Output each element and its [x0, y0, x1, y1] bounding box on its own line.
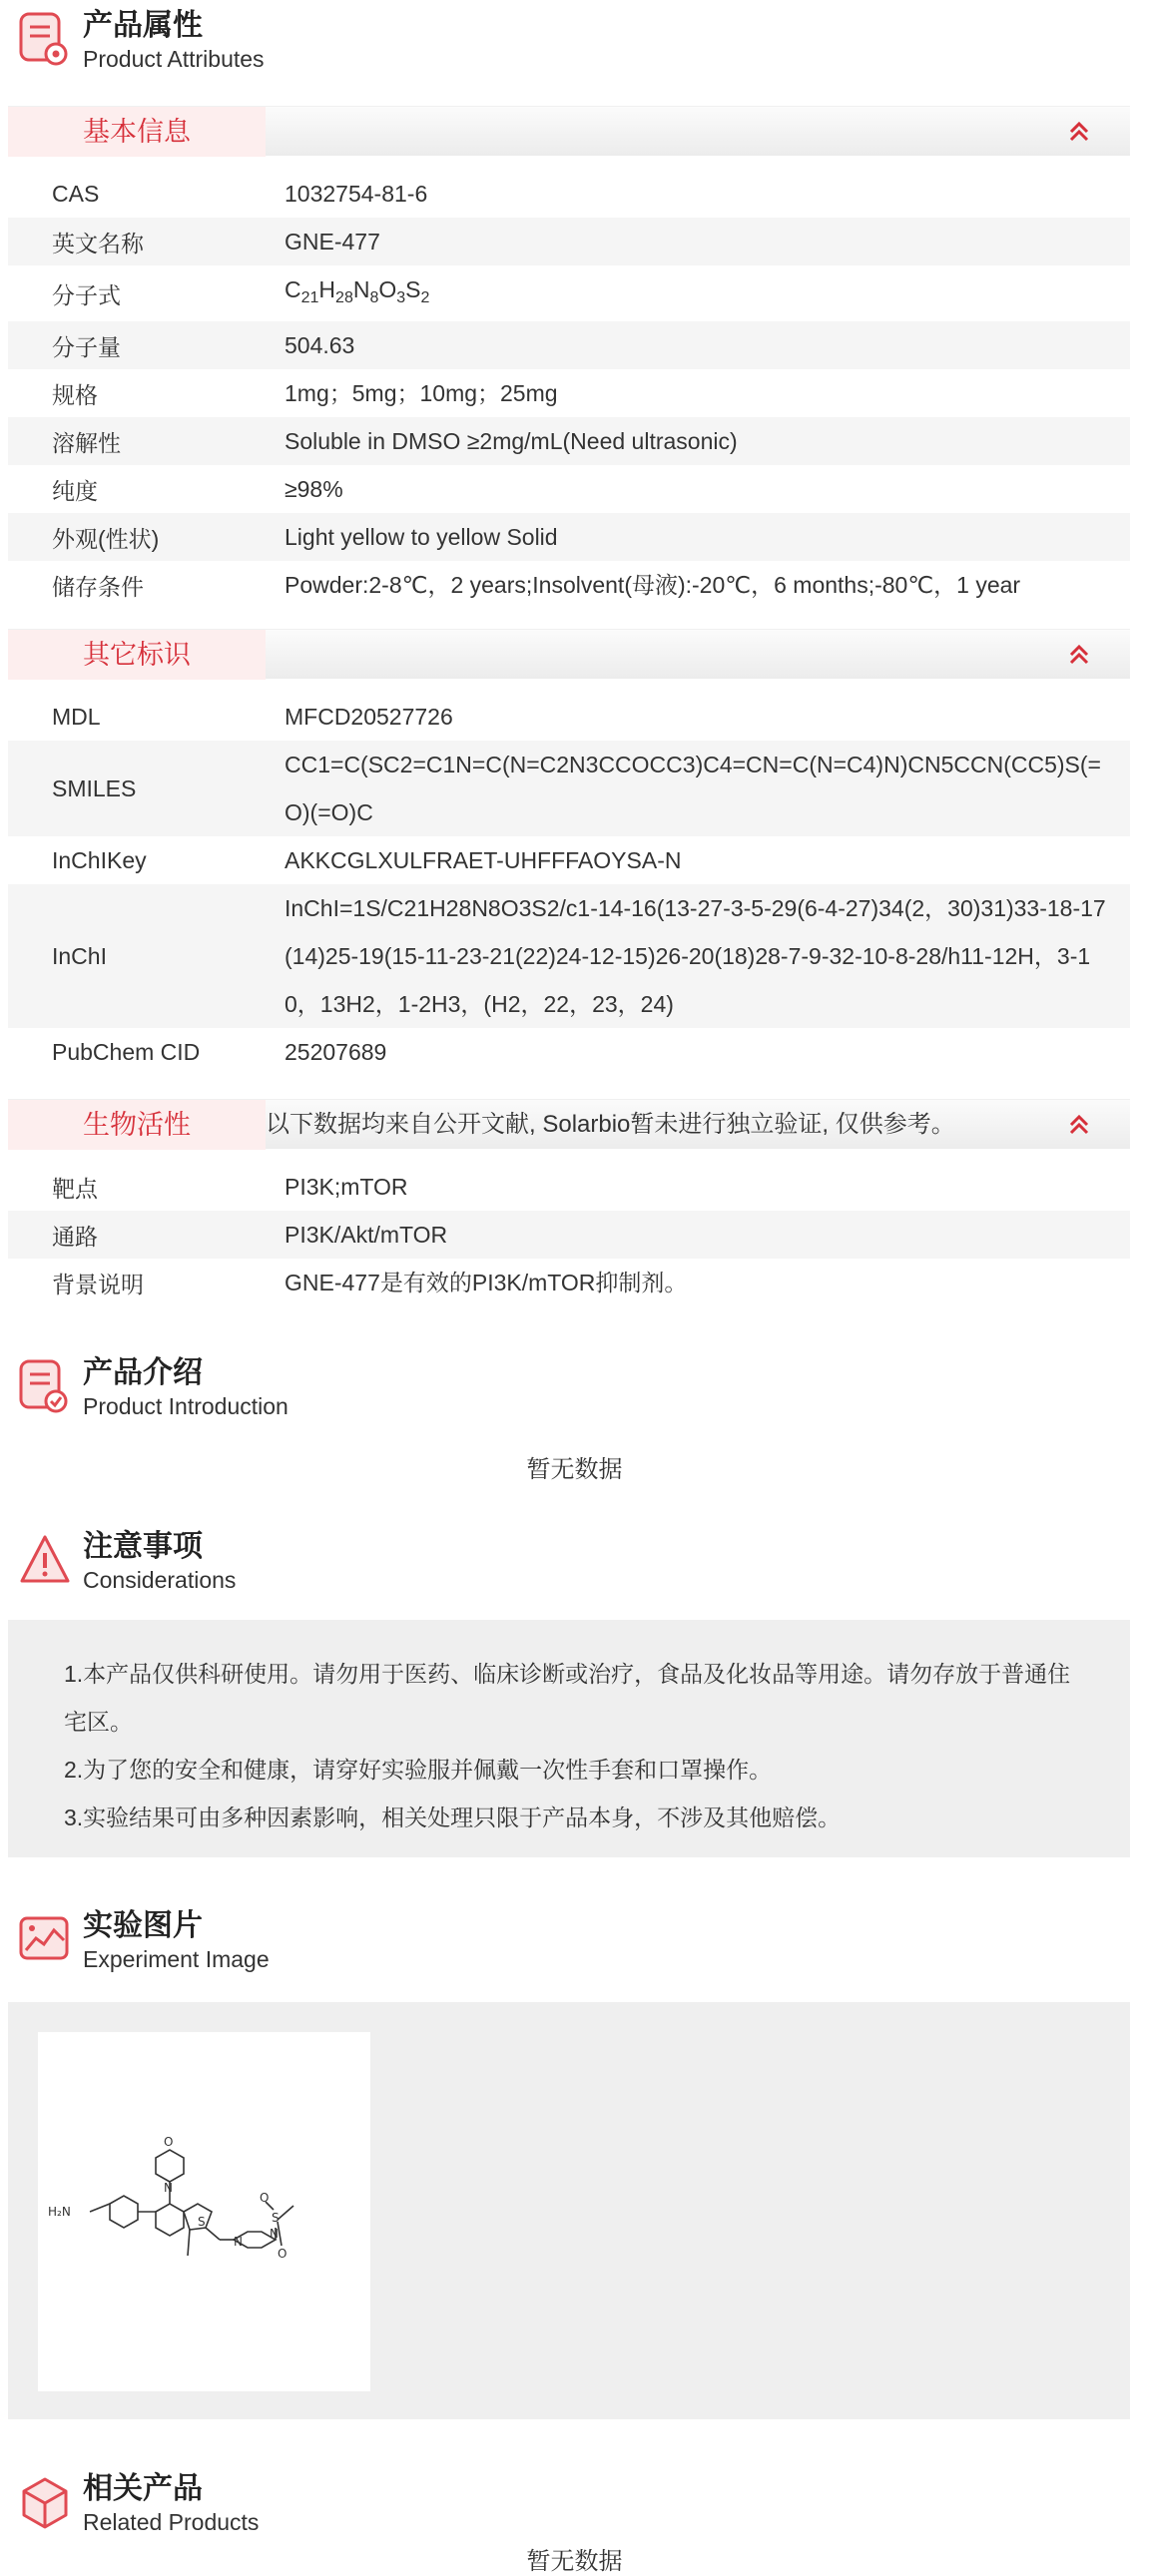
row-label: PubChem CID: [52, 1038, 201, 1065]
basic-info-tab-label: 基本信息: [83, 117, 191, 147]
row-label: 规格: [52, 381, 98, 408]
table-row: [8, 265, 1130, 321]
row-value: 1mg；5mg；10mg；25mg: [285, 380, 558, 406]
section-subtitle: Related Products: [83, 2509, 260, 2535]
collapse-chevron-icon[interactable]: [1066, 119, 1092, 145]
experiment-header: [0, 1908, 1149, 1988]
atom-label: S: [272, 2211, 280, 2225]
consideration-item: 2.为了您的安全和健康，请穿好实验服并佩戴一次性手套和口罩操作。: [64, 1757, 773, 1783]
section-title: 相关产品: [83, 2472, 203, 2505]
row-label: 储存条件: [52, 573, 144, 600]
image-chart-icon: [18, 1910, 72, 1970]
row-label: 靶点: [52, 1175, 98, 1202]
table-row: [8, 513, 1130, 561]
table-row: [8, 417, 1130, 465]
related-empty-text: 暂无数据: [526, 2548, 623, 2575]
experiment-image-panel: [8, 2002, 1130, 2419]
atom-label: S: [198, 2215, 206, 2229]
row-label: MDL: [52, 703, 101, 730]
document-check-icon: [18, 1357, 72, 1417]
introduction-header: [0, 1355, 1149, 1435]
row-label: 溶解性: [52, 429, 121, 456]
row-value: 1032754-81-6: [285, 181, 428, 207]
other-ids-tab: [8, 630, 266, 680]
basic-info-bar[interactable]: [8, 106, 1130, 156]
atom-label: O: [278, 2247, 287, 2261]
row-value: CC1=C(SC2=C1N=C(N=C2N3CCOCC3)C4=CN=C(N=C4)N)CN5CCN(CC5)S(=O)(=O)C: [285, 752, 1101, 825]
related-header: [0, 2471, 1149, 2551]
row-label: 外观(性状): [52, 525, 160, 552]
table-row: [8, 1211, 1130, 1259]
row-value: GNE-477是有效的PI3K/mTOR抑制剂。: [285, 1270, 688, 1295]
atom-label: N: [270, 2227, 279, 2241]
basic-info-tab: [8, 107, 266, 157]
table-row: [8, 1163, 1130, 1211]
table-row: [8, 741, 1130, 836]
row-value: ≥98%: [285, 476, 343, 502]
row-label: InChIKey: [52, 846, 147, 873]
row-value: PI3K;mTOR: [285, 1174, 408, 1200]
collapse-chevron-icon[interactable]: [1066, 1112, 1092, 1138]
row-value: InChI=1S/C21H28N8O3S2/c1-14-16(13-27-3-5-29(6-4-27)34(2，30)31)33-18-17(14)25-19(15-11-23-21(22)24-12-15)26-20(18)28-7-9-32-10-8-28/h11-12H，3-10，13H2，1-2H3，(H2，22，23，24): [285, 895, 1106, 1017]
row-label: CAS: [52, 180, 100, 207]
row-label: 英文名称: [52, 230, 144, 257]
atom-label: N: [164, 2181, 173, 2195]
cube-icon: [18, 2473, 72, 2533]
basic-info-table: [8, 170, 1130, 609]
table-row: [8, 1259, 1130, 1306]
bioactivity-disclaimer: 以下数据均来自公开文献, Solarbio暂未进行独立验证, 仅供参考。: [266, 1111, 955, 1138]
consideration-item: 1.本产品仅供科研使用。请勿用于医药、临床诊断或治疗，食品及化妆品等用途。请勿存放于普通住宅区。: [64, 1661, 1071, 1735]
table-row: [8, 561, 1130, 609]
collapse-chevron-icon[interactable]: [1066, 642, 1092, 668]
structure-image[interactable]: [38, 2032, 370, 2391]
table-row: [8, 836, 1130, 884]
atom-label: O: [260, 2191, 270, 2205]
row-label: 分子式: [52, 281, 121, 308]
table-row: [8, 884, 1130, 1028]
table-row: [8, 321, 1130, 369]
row-label: 背景说明: [52, 1271, 144, 1297]
attributes-header: [0, 8, 1149, 88]
atom-label: O: [164, 2135, 174, 2149]
other-ids-tab-label: 其它标识: [83, 640, 191, 670]
table-row: [8, 465, 1130, 513]
chemical-structure-drawing: [38, 2032, 370, 2391]
intro-empty-text: 暂无数据: [526, 1456, 623, 1483]
considerations-header: [0, 1529, 1149, 1609]
considerations-panel: [8, 1620, 1130, 1857]
row-label: 通路: [52, 1223, 98, 1250]
table-row: [8, 369, 1130, 417]
consideration-item: 3.实验结果可由多种因素影响，相关处理只限于产品本身，不涉及其他赔偿。: [64, 1804, 842, 1830]
table-row: [8, 218, 1130, 265]
table-row: [8, 1028, 1130, 1076]
bioactivity-bar[interactable]: [8, 1099, 1130, 1149]
table-row: [8, 170, 1130, 218]
row-value: GNE-477: [285, 229, 380, 255]
row-value: Soluble in DMSO ≥2mg/mL(Need ultrasonic): [285, 428, 738, 454]
row-value: 504.63: [285, 332, 355, 358]
other-ids-table: [8, 693, 1130, 1076]
row-label: InChI: [52, 942, 107, 969]
section-title: 实验图片: [83, 1909, 203, 1942]
row-value: Light yellow to yellow Solid: [285, 524, 558, 550]
row-value: Powder:2-8℃，2 years;Insolvent(母液):-20℃，6 months;-80℃，1 year: [285, 572, 1021, 598]
row-value: AKKCGLXULFRAET-UHFFFAOYSA-N: [285, 847, 682, 873]
row-value: PI3K/Akt/mTOR: [285, 1222, 448, 1248]
document-gear-icon: [18, 10, 72, 70]
section-subtitle: Product Introduction: [83, 1393, 288, 1419]
molecular-formula: $C_{21}H_{28}N_8O_3S_2$: [285, 275, 430, 306]
row-label: 分子量: [52, 333, 121, 360]
section-title: 注意事项: [83, 1530, 203, 1563]
section-title: 产品介绍: [83, 1356, 203, 1389]
bioactivity-tab: [8, 1100, 266, 1150]
table-row: [8, 693, 1130, 741]
row-label: SMILES: [52, 774, 137, 801]
other-ids-bar[interactable]: [8, 629, 1130, 679]
atom-label: H₂N: [48, 2205, 71, 2219]
row-value: MFCD20527726: [285, 704, 453, 730]
row-label: 纯度: [52, 477, 98, 504]
section-subtitle: Product Attributes: [83, 46, 265, 72]
section-subtitle: Experiment Image: [83, 1946, 270, 1972]
warning-icon: [18, 1531, 72, 1591]
bioactivity-table: [8, 1163, 1130, 1306]
section-title: 产品属性: [83, 9, 203, 42]
atom-label: N: [234, 2235, 243, 2249]
row-value: 25207689: [285, 1039, 387, 1065]
section-subtitle: Considerations: [83, 1567, 237, 1593]
bioactivity-tab-label: 生物活性: [83, 1110, 191, 1140]
